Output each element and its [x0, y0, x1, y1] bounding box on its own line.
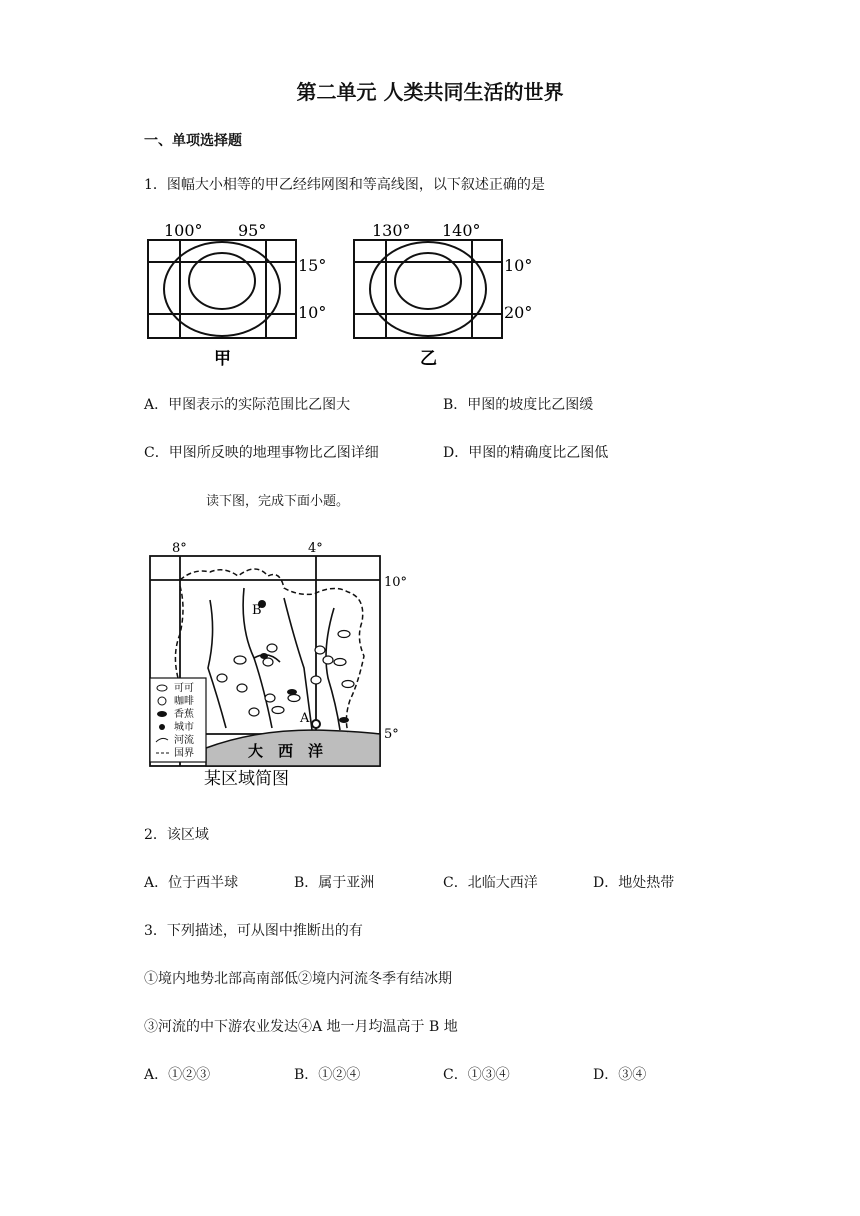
jia-lon-left: 100° [164, 221, 203, 240]
map-caption: 某区域简图 [204, 769, 289, 789]
q1-option-c[interactable]: C．甲图所反映的地理事物比乙图详细 [144, 445, 379, 461]
q3-statement-1: ①境内地势北部高南部低②境内河流冬季有结冰期 [144, 971, 452, 987]
jia-caption: 甲 [214, 349, 231, 368]
legend-banana-icon [157, 711, 167, 717]
question-3-stem: 3．下列描述，可从图中推断出的有 [144, 923, 363, 939]
jia-lon-right: 95° [238, 221, 267, 240]
q3-statement-2: ③河流的中下游农业发达④A 地一月均温高于 B 地 [144, 1019, 458, 1035]
legend-river: 河流 [174, 735, 194, 746]
question-2-stem: 2．该区域 [144, 827, 209, 843]
q2-option-c[interactable]: C．北临大西洋 [443, 875, 538, 891]
map-yi [354, 240, 502, 338]
q3-option-c[interactable]: C．①③④ [443, 1067, 510, 1083]
jia-lat-bottom: 10° [298, 303, 327, 322]
graticule-figure [144, 218, 544, 368]
legend-city-icon [159, 724, 165, 730]
yi-lon-left: 130° [372, 221, 411, 240]
legend-cocoa-icon [157, 685, 167, 691]
legend-city: 城市 [174, 722, 194, 733]
map-lat-bottom: 5° [384, 727, 399, 742]
yi-lon-right: 140° [442, 221, 481, 240]
q1-option-b[interactable]: B．甲图的坡度比乙图缓 [443, 397, 594, 413]
legend-border: 国界 [174, 748, 194, 759]
q1-option-a[interactable]: A．甲图表示的实际范围比乙图大 [144, 397, 351, 413]
map-jia [148, 240, 296, 338]
region-map [144, 538, 424, 790]
yi-caption: 乙 [420, 349, 437, 368]
section-heading: 一、单项选择题 [144, 133, 242, 149]
ocean-label: 大 西 洋 [248, 742, 324, 760]
map-lon-left: 8° [172, 541, 187, 556]
legend-coffee-icon [158, 697, 166, 705]
q3-option-b[interactable]: B．①②④ [294, 1067, 361, 1083]
q2-option-a[interactable]: A．位于西半球 [144, 875, 239, 891]
legend-banana: 香蕉 [174, 709, 194, 720]
q2-option-d[interactable]: D．地处热带 [593, 875, 675, 891]
q2-option-b[interactable]: B．属于亚洲 [294, 875, 375, 891]
question-1-stem: 1．图幅大小相等的甲乙经纬网图和等高线图，以下叙述正确的是 [144, 177, 545, 193]
q3-option-a[interactable]: A．①②③ [144, 1067, 211, 1083]
q3-option-d[interactable]: D．③④ [593, 1067, 647, 1083]
yi-lat-top: 10° [504, 256, 533, 275]
yi-lat-bottom: 20° [504, 303, 533, 322]
reading-instruction: 读下图，完成下面小题。 [206, 494, 350, 509]
jia-lat-top: 15° [298, 256, 327, 275]
legend-coffee: 咖啡 [174, 696, 194, 707]
page-title: 第二单元 人类共同生活的世界 [296, 80, 564, 104]
label-b: B [252, 603, 262, 618]
label-a: A [300, 711, 310, 726]
q1-option-d[interactable]: D．甲图的精确度比乙图低 [443, 445, 609, 461]
crop-symbols [217, 631, 354, 717]
map-lat-top: 10° [384, 575, 408, 590]
city-a-marker [312, 720, 320, 728]
legend-cocoa: 可可 [174, 683, 194, 694]
map-lon-right: 4° [308, 541, 323, 556]
